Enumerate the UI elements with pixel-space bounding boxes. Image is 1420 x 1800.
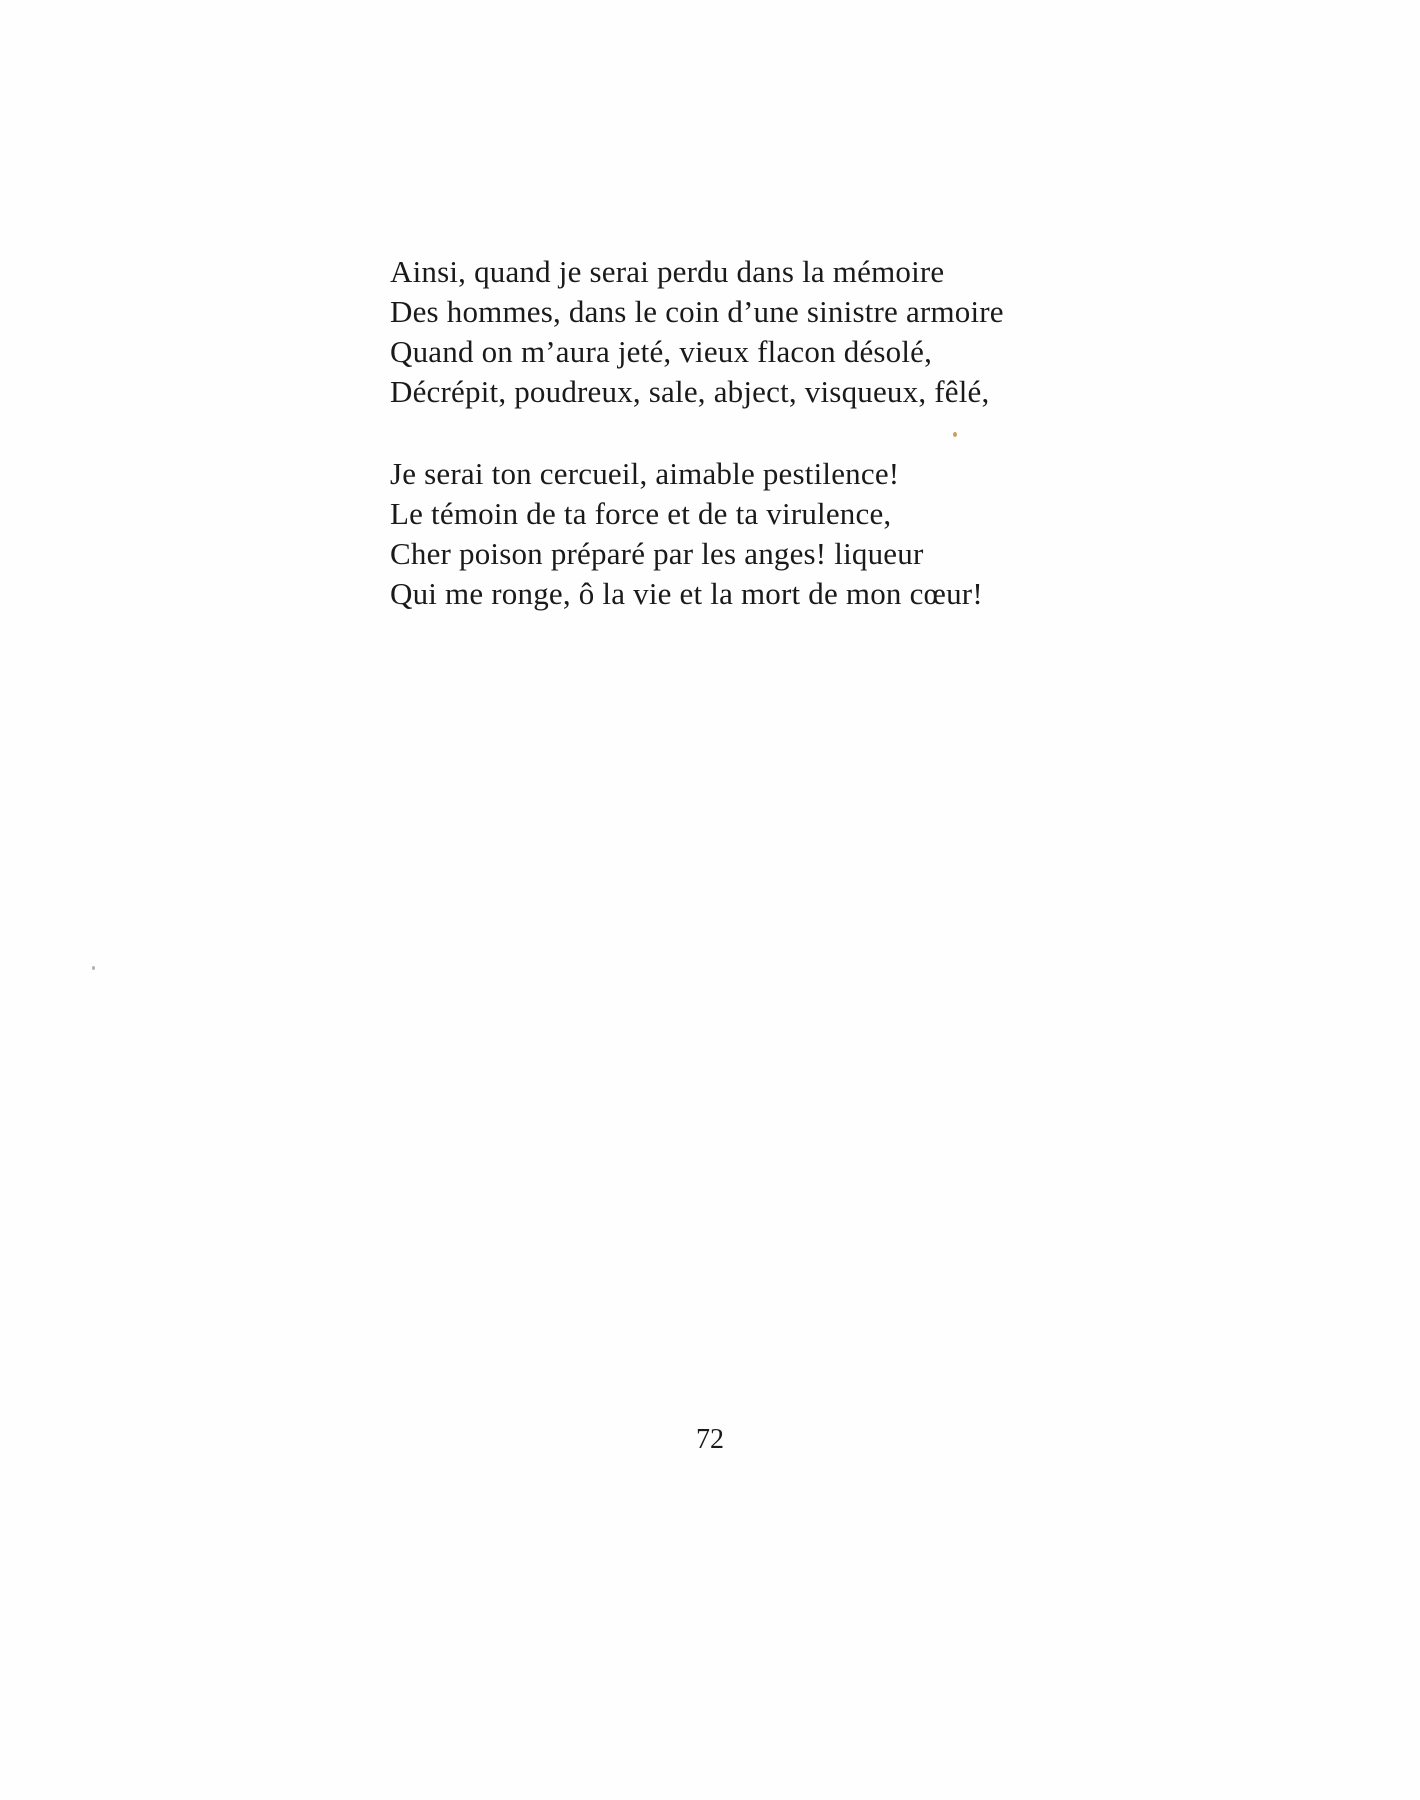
- verse-line: Le témoin de ta force et de ta virulence,: [390, 496, 892, 531]
- verse-line: Qui me ronge, ô la vie et la mort de mon cœur!: [390, 576, 983, 611]
- verse-line: Ainsi, quand je serai perdu dans la mémoire: [390, 254, 945, 289]
- verse-line: Des hommes, dans le coin d’une sinistre armoire: [390, 294, 1004, 329]
- stanza-1: [390, 252, 1110, 412]
- verse-line: Décrépit, poudreux, sale, abject, visqueux, fêlé,: [390, 374, 990, 409]
- page-number: 72: [696, 1424, 724, 1455]
- verse-line: Quand on m’aura jeté, vieux flacon désolé,: [390, 334, 933, 369]
- verse-line: Cher poison préparé par les anges! liqueur: [390, 536, 924, 571]
- poem: [390, 252, 1110, 614]
- verse-line: Je serai ton cercueil, aimable pestilence!: [390, 456, 900, 491]
- stanza-2: [390, 454, 1110, 614]
- ink-speck: [92, 966, 95, 970]
